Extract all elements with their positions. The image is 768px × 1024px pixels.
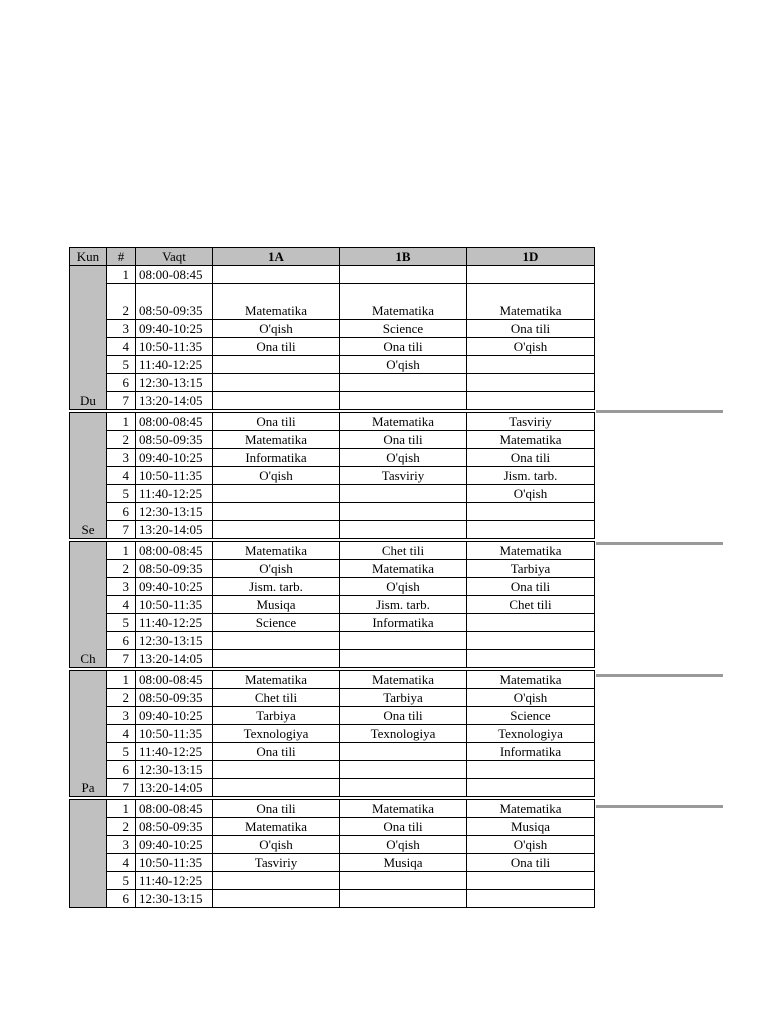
lesson-1b[interactable]: Science	[340, 320, 467, 338]
table-row	[70, 650, 595, 668]
lesson-time[interactable]: 12:30-13:15	[136, 761, 213, 779]
lesson-time[interactable]: 08:00-08:45	[136, 542, 213, 560]
lesson-1a[interactable]: Ona tili	[213, 413, 340, 431]
lesson-1b[interactable]: Matematika	[340, 671, 467, 689]
table-row	[70, 689, 595, 707]
day-label: Du	[70, 266, 107, 410]
lesson-1d[interactable]: Science	[467, 707, 595, 725]
lesson-1a[interactable]	[213, 503, 340, 521]
separator-line	[596, 542, 723, 545]
table-row	[70, 890, 595, 908]
table-row	[70, 743, 595, 761]
lesson-number[interactable]: 5	[107, 743, 136, 761]
lesson-1b[interactable]: O'qish	[340, 356, 467, 374]
lesson-1b[interactable]: Tarbiya	[340, 689, 467, 707]
table-row	[70, 560, 595, 578]
lesson-number[interactable]: 6	[107, 890, 136, 908]
lesson-1a[interactable]: Matematika	[213, 542, 340, 560]
lesson-1d[interactable]: Musiqa	[467, 818, 595, 836]
header-day: Kun	[70, 248, 107, 266]
lesson-1d[interactable]: O'qish	[467, 836, 595, 854]
lesson-number[interactable]: 7	[107, 779, 136, 797]
lesson-1d[interactable]: O'qish	[467, 689, 595, 707]
lesson-1a[interactable]: Tasviriy	[213, 854, 340, 872]
lesson-time[interactable]: 10:50-11:35	[136, 467, 213, 485]
lesson-1b[interactable]: Ona tili	[340, 707, 467, 725]
table-row	[70, 779, 595, 797]
lesson-number[interactable]: 4	[107, 467, 136, 485]
lesson-1a[interactable]: Matematika	[213, 818, 340, 836]
lesson-number[interactable]: 6	[107, 503, 136, 521]
lesson-number[interactable]: 3	[107, 707, 136, 725]
lesson-number[interactable]: 5	[107, 485, 136, 503]
lesson-1d[interactable]	[467, 890, 595, 908]
table-row	[70, 485, 595, 503]
table-row	[70, 266, 595, 284]
lesson-time[interactable]: 09:40-10:25	[136, 320, 213, 338]
lesson-1d[interactable]: O'qish	[467, 485, 595, 503]
table-row	[70, 542, 595, 560]
lesson-1a[interactable]: Musiqa	[213, 596, 340, 614]
lesson-number[interactable]: 5	[107, 356, 136, 374]
lesson-time[interactable]: 08:00-08:45	[136, 671, 213, 689]
lesson-1d[interactable]: O'qish	[467, 338, 595, 356]
lesson-1a[interactable]: Tarbiya	[213, 707, 340, 725]
lesson-1d[interactable]	[467, 761, 595, 779]
lesson-1a[interactable]: O'qish	[213, 836, 340, 854]
lesson-1d[interactable]: Matematika	[467, 284, 595, 320]
lesson-1b[interactable]	[340, 890, 467, 908]
lesson-time[interactable]: 12:30-13:15	[136, 503, 213, 521]
lesson-time[interactable]: 11:40-12:25	[136, 872, 213, 890]
table-row	[70, 632, 595, 650]
table-row	[70, 320, 595, 338]
lesson-1a[interactable]: Texnologiya	[213, 725, 340, 743]
header-row	[70, 248, 595, 266]
lesson-number[interactable]: 6	[107, 632, 136, 650]
lesson-number[interactable]: 3	[107, 320, 136, 338]
lesson-1a[interactable]	[213, 650, 340, 668]
lesson-1d[interactable]	[467, 374, 595, 392]
lesson-number[interactable]: 2	[107, 431, 136, 449]
lesson-number[interactable]: 1	[107, 266, 136, 284]
lesson-1b[interactable]	[340, 374, 467, 392]
lesson-time[interactable]: 08:50-09:35	[136, 284, 213, 320]
lesson-1b[interactable]: Matematika	[340, 413, 467, 431]
lesson-number[interactable]: 7	[107, 521, 136, 539]
lesson-1b[interactable]	[340, 485, 467, 503]
lesson-1a[interactable]	[213, 392, 340, 410]
lesson-1a[interactable]: Matematika	[213, 431, 340, 449]
lesson-number[interactable]: 7	[107, 650, 136, 668]
lesson-1b[interactable]	[340, 743, 467, 761]
lesson-1b[interactable]	[340, 632, 467, 650]
table-row	[70, 725, 595, 743]
table-row	[70, 284, 595, 320]
lesson-1a[interactable]	[213, 374, 340, 392]
header-class-1b: 1B	[340, 248, 467, 266]
lesson-1d[interactable]: Tasviriy	[467, 413, 595, 431]
lesson-time[interactable]: 10:50-11:35	[136, 725, 213, 743]
lesson-1b[interactable]	[340, 650, 467, 668]
lesson-number[interactable]: 5	[107, 614, 136, 632]
table-row	[70, 521, 595, 539]
lesson-1a[interactable]	[213, 266, 340, 284]
table-row	[70, 503, 595, 521]
lesson-number[interactable]: 7	[107, 392, 136, 410]
table-row	[70, 467, 595, 485]
lesson-number[interactable]: 4	[107, 338, 136, 356]
lesson-number[interactable]: 1	[107, 413, 136, 431]
lesson-time[interactable]: 10:50-11:35	[136, 854, 213, 872]
lesson-1d[interactable]: Matematika	[467, 431, 595, 449]
lesson-time[interactable]: 09:40-10:25	[136, 836, 213, 854]
lesson-time[interactable]: 11:40-12:25	[136, 743, 213, 761]
table-row	[70, 671, 595, 689]
lesson-time[interactable]: 12:30-13:15	[136, 374, 213, 392]
lesson-time[interactable]: 08:50-09:35	[136, 560, 213, 578]
timetable-sheet	[69, 247, 595, 908]
table-row	[70, 596, 595, 614]
lesson-1d[interactable]	[467, 356, 595, 374]
lesson-time[interactable]: 13:20-14:05	[136, 779, 213, 797]
lesson-time[interactable]: 09:40-10:25	[136, 707, 213, 725]
lesson-number[interactable]: 4	[107, 725, 136, 743]
lesson-1b[interactable]: Tasviriy	[340, 467, 467, 485]
lesson-1d[interactable]: Matematika	[467, 671, 595, 689]
lesson-1a[interactable]: O'qish	[213, 467, 340, 485]
lesson-1d[interactable]	[467, 779, 595, 797]
table-row	[70, 413, 595, 431]
lesson-1b[interactable]	[340, 779, 467, 797]
table-row	[70, 356, 595, 374]
timetable-body	[70, 266, 595, 908]
lesson-time[interactable]: 11:40-12:25	[136, 356, 213, 374]
lesson-1b[interactable]	[340, 503, 467, 521]
table-row	[70, 614, 595, 632]
lesson-number[interactable]: 1	[107, 800, 136, 818]
lesson-1b[interactable]	[340, 761, 467, 779]
lesson-1a[interactable]	[213, 890, 340, 908]
lesson-1b[interactable]: O'qish	[340, 578, 467, 596]
lesson-1d[interactable]: Ona tili	[467, 578, 595, 596]
table-row	[70, 872, 595, 890]
lesson-time[interactable]: 10:50-11:35	[136, 338, 213, 356]
lesson-number[interactable]: 2	[107, 818, 136, 836]
lesson-1b[interactable]: Informatika	[340, 614, 467, 632]
lesson-1a[interactable]: Matematika	[213, 284, 340, 320]
lesson-number[interactable]: 3	[107, 449, 136, 467]
lesson-time[interactable]: 11:40-12:25	[136, 614, 213, 632]
lesson-1d[interactable]	[467, 266, 595, 284]
lesson-1a[interactable]: Ona tili	[213, 800, 340, 818]
lesson-1d[interactable]	[467, 632, 595, 650]
lesson-1d[interactable]: Matematika	[467, 800, 595, 818]
lesson-1a[interactable]: O'qish	[213, 320, 340, 338]
table-row	[70, 338, 595, 356]
lesson-1d[interactable]: Ona tili	[467, 854, 595, 872]
lesson-time[interactable]: 08:50-09:35	[136, 818, 213, 836]
table-row	[70, 578, 595, 596]
lesson-1a[interactable]	[213, 779, 340, 797]
lesson-time[interactable]: 08:00-08:45	[136, 800, 213, 818]
lesson-1a[interactable]	[213, 521, 340, 539]
lesson-1d[interactable]	[467, 872, 595, 890]
day-label	[70, 800, 107, 908]
lesson-time[interactable]: 11:40-12:25	[136, 485, 213, 503]
separator-line	[596, 674, 723, 677]
lesson-1a[interactable]: Jism. tarb.	[213, 578, 340, 596]
lesson-time[interactable]: 13:20-14:05	[136, 392, 213, 410]
lesson-1a[interactable]	[213, 356, 340, 374]
lesson-1a[interactable]: Ona tili	[213, 338, 340, 356]
lesson-1a[interactable]	[213, 485, 340, 503]
lesson-1b[interactable]: O'qish	[340, 449, 467, 467]
lesson-1a[interactable]	[213, 632, 340, 650]
lesson-1b[interactable]	[340, 266, 467, 284]
table-row	[70, 800, 595, 818]
header-class-1d: 1D	[467, 248, 595, 266]
lesson-1b[interactable]	[340, 521, 467, 539]
lesson-number[interactable]: 2	[107, 689, 136, 707]
table-row	[70, 707, 595, 725]
lesson-1b[interactable]	[340, 392, 467, 410]
lesson-1b[interactable]	[340, 872, 467, 890]
lesson-1a[interactable]	[213, 872, 340, 890]
table-row	[70, 392, 595, 410]
lesson-1a[interactable]	[213, 761, 340, 779]
lesson-number[interactable]: 4	[107, 854, 136, 872]
lesson-1b[interactable]: Matematika	[340, 560, 467, 578]
table-row	[70, 431, 595, 449]
lesson-1d[interactable]: Texnologiya	[467, 725, 595, 743]
separator-line	[596, 410, 723, 413]
table-row	[70, 449, 595, 467]
lesson-1b[interactable]: Ona tili	[340, 431, 467, 449]
lesson-time[interactable]: 13:20-14:05	[136, 650, 213, 668]
lesson-time[interactable]: 09:40-10:25	[136, 449, 213, 467]
lesson-1d[interactable]: Ona tili	[467, 449, 595, 467]
lesson-time[interactable]: 10:50-11:35	[136, 596, 213, 614]
lesson-1b[interactable]: Texnologiya	[340, 725, 467, 743]
lesson-number[interactable]: 2	[107, 560, 136, 578]
table-row	[70, 818, 595, 836]
lesson-number[interactable]: 5	[107, 872, 136, 890]
lesson-number[interactable]: 3	[107, 836, 136, 854]
lesson-number[interactable]: 1	[107, 671, 136, 689]
lesson-1d[interactable]: Chet tili	[467, 596, 595, 614]
table-row	[70, 836, 595, 854]
lesson-time[interactable]: 12:30-13:15	[136, 632, 213, 650]
lesson-1b[interactable]: Matematika	[340, 800, 467, 818]
lesson-1d[interactable]	[467, 392, 595, 410]
lesson-1a[interactable]: Science	[213, 614, 340, 632]
lesson-1b[interactable]: Matematika	[340, 284, 467, 320]
lesson-1d[interactable]	[467, 614, 595, 632]
header-time: Vaqt	[136, 248, 213, 266]
timetable	[69, 247, 595, 908]
lesson-time[interactable]: 09:40-10:25	[136, 578, 213, 596]
lesson-time[interactable]: 08:00-08:45	[136, 266, 213, 284]
lesson-1b[interactable]: Chet tili	[340, 542, 467, 560]
lesson-time[interactable]: 08:50-09:35	[136, 431, 213, 449]
day-label: Ch	[70, 542, 107, 668]
lesson-time[interactable]: 08:50-09:35	[136, 689, 213, 707]
lesson-1a[interactable]: Chet tili	[213, 689, 340, 707]
lesson-time[interactable]: 08:00-08:45	[136, 413, 213, 431]
lesson-time[interactable]: 13:20-14:05	[136, 521, 213, 539]
lesson-1a[interactable]: Matematika	[213, 671, 340, 689]
lesson-number[interactable]: 4	[107, 596, 136, 614]
lesson-1a[interactable]: O'qish	[213, 560, 340, 578]
header-class-1a: 1A	[213, 248, 340, 266]
lesson-number[interactable]: 3	[107, 578, 136, 596]
lesson-1d[interactable]: Informatika	[467, 743, 595, 761]
lesson-time[interactable]: 12:30-13:15	[136, 890, 213, 908]
lesson-1b[interactable]: Ona tili	[340, 338, 467, 356]
lesson-1d[interactable]: Jism. tarb.	[467, 467, 595, 485]
day-label: Se	[70, 413, 107, 539]
separator-line	[596, 805, 723, 808]
lesson-1b[interactable]: Ona tili	[340, 818, 467, 836]
table-row	[70, 854, 595, 872]
lesson-number[interactable]: 2	[107, 284, 136, 320]
lesson-1d[interactable]: Ona tili	[467, 320, 595, 338]
lesson-1a[interactable]: Informatika	[213, 449, 340, 467]
lesson-1d[interactable]	[467, 650, 595, 668]
table-row	[70, 374, 595, 392]
lesson-1d[interactable]	[467, 521, 595, 539]
lesson-1b[interactable]: Jism. tarb.	[340, 596, 467, 614]
table-row	[70, 761, 595, 779]
lesson-1a[interactable]: Ona tili	[213, 743, 340, 761]
day-label: Pa	[70, 671, 107, 797]
lesson-1b[interactable]: O'qish	[340, 836, 467, 854]
header-num: #	[107, 248, 136, 266]
lesson-number[interactable]: 6	[107, 761, 136, 779]
lesson-1b[interactable]: Musiqa	[340, 854, 467, 872]
lesson-1d[interactable]: Matematika	[467, 542, 595, 560]
lesson-1d[interactable]: Tarbiya	[467, 560, 595, 578]
lesson-1d[interactable]	[467, 503, 595, 521]
lesson-number[interactable]: 1	[107, 542, 136, 560]
lesson-number[interactable]: 6	[107, 374, 136, 392]
